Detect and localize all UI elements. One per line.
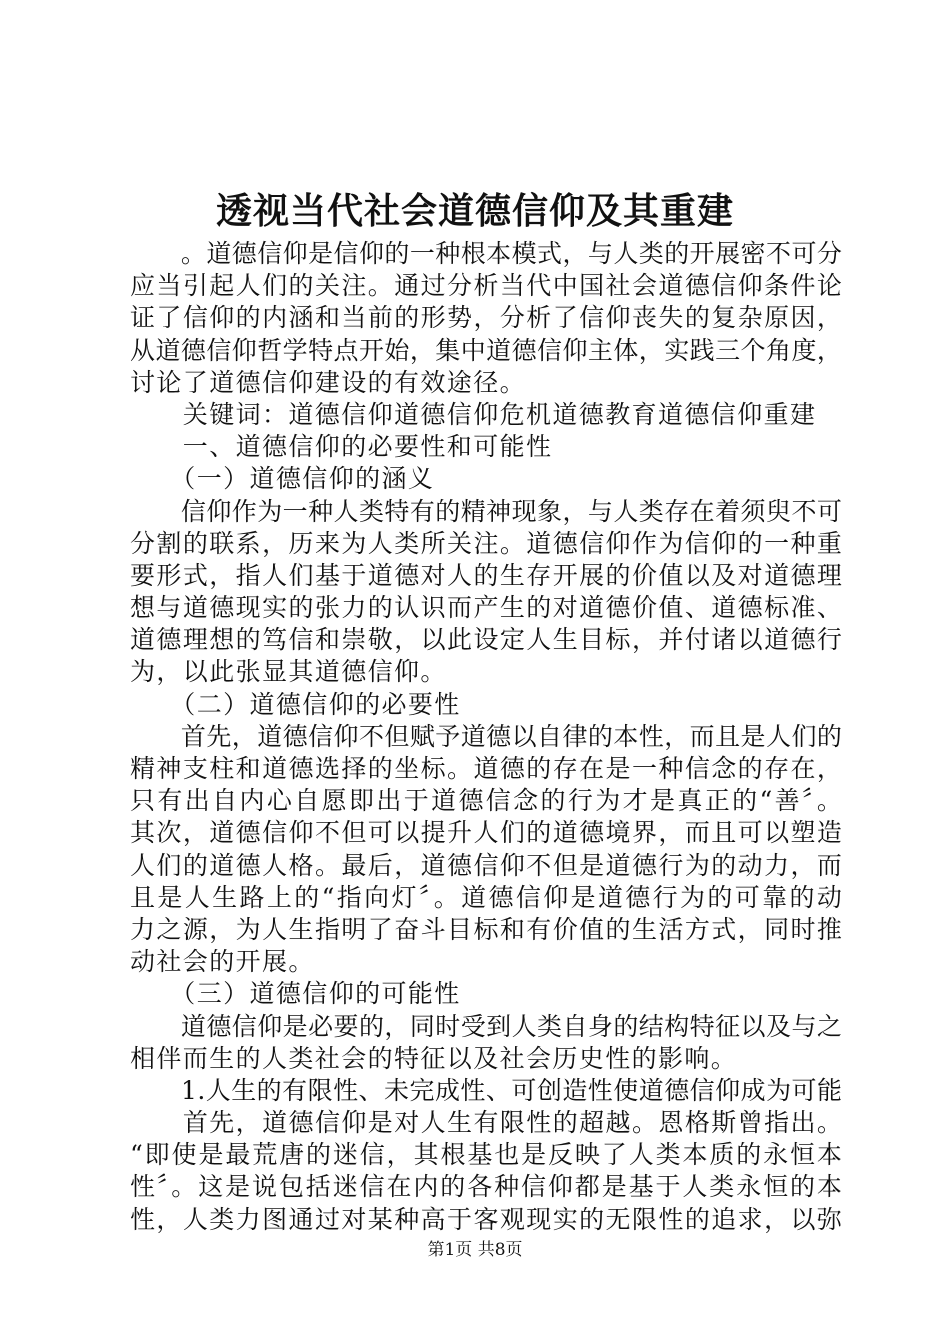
text-line: 要形式，指人们基于道德对人的生存开展的价值以及对道德理 xyxy=(130,560,844,590)
text-line: 其次，道德信仰不但可以提升人们的道德境界，而且可以塑造 xyxy=(130,818,844,848)
text-line: 从道德信仰哲学特点开始，集中道德信仰主体，实践三个角度， xyxy=(130,335,843,365)
text-line: 。道德信仰是信仰的一种根本模式，与人类的开展密不可分 xyxy=(130,239,843,268)
text-line: 且是人生路上的“指向灯〞。道德信仰是道德行为的可靠的动 xyxy=(130,882,845,912)
text-line: 应当引起人们的关注。通过分析当代中国社会道德信仰条件论 xyxy=(130,271,844,301)
text-line: 1.人生的有限性、未完成性、可创造性使道德信仰成为可能 xyxy=(130,1075,843,1105)
text-line: 分割的联系，历来为人类所关注。道德信仰作为信仰的一种重 xyxy=(130,528,844,558)
text-line: 性，人类力图通过对某种高于客观现实的无限性的追求，以弥 xyxy=(130,1204,844,1234)
text-line: 精神支柱和道德选择的坐标。道德的存在是一种信念的存在， xyxy=(130,754,844,783)
text-line: 首先，道德信仰是对人生有限性的超越。恩格斯曾指出。 xyxy=(130,1108,844,1138)
document-title: 透视当代社会道德信仰及其重建 xyxy=(215,190,734,232)
text-line: 信仰作为一种人类特有的精神现象，与人类存在着须臾不可 xyxy=(130,496,843,526)
text-line: 只有出自内心自愿即出于道德信念的行为才是真正的“善〞。 xyxy=(130,786,845,816)
text-line: 相伴而生的人类社会的特征以及社会历史性的影响。 xyxy=(130,1043,738,1073)
text-line: 道德理想的笃信和崇敬，以此设定人生目标，并付诸以道德行 xyxy=(130,625,844,655)
text-line: （三）道德信仰的可能性 xyxy=(130,979,461,1009)
text-line: 动社会的开展。 xyxy=(130,947,315,977)
text-line: （二）道德信仰的必要性 xyxy=(130,689,461,719)
text-line: 为，以此张显其道德信仰。 xyxy=(130,657,447,687)
text-line: 人们的道德人格。最后，道德信仰不但是道德行为的动力，而 xyxy=(130,850,844,880)
text-line: （一）道德信仰的涵义 xyxy=(130,464,435,494)
text-line: 想与道德现实的张力的认识而产生的对道德价值、道德标准、 xyxy=(130,593,844,623)
page-footer: 第1页 共8页 xyxy=(427,1240,523,1260)
text-line: 道德信仰是必要的，同时受到人类自身的结构特征以及与之 xyxy=(130,1011,843,1041)
text-line: 关键词：道德信仰道德信仰危机道德教育道德信仰重建 xyxy=(130,399,817,429)
text-line: 性〞。这是说包括迷信在内的各种信仰都是基于人类永恒的本 xyxy=(130,1172,844,1202)
text-line: 讨论了道德信仰建设的有效途径。 xyxy=(130,367,527,397)
document-body xyxy=(130,238,845,1236)
text-line: 一、道德信仰的必要性和可能性 xyxy=(130,432,553,462)
text-line: 首先，道德信仰不但赋予道德以自律的本性，而且是人们的 xyxy=(130,721,843,751)
text-line: 力之源，为人生指明了奋斗目标和有价值的生活方式，同时推 xyxy=(130,914,844,944)
text-line: 证了信仰的内涵和当前的形势，分析了信仰丧失的复杂原因， xyxy=(130,303,844,333)
text-line: “即使是最荒唐的迷信，其根基也是反映了人类本质的永恒本 xyxy=(130,1140,844,1170)
